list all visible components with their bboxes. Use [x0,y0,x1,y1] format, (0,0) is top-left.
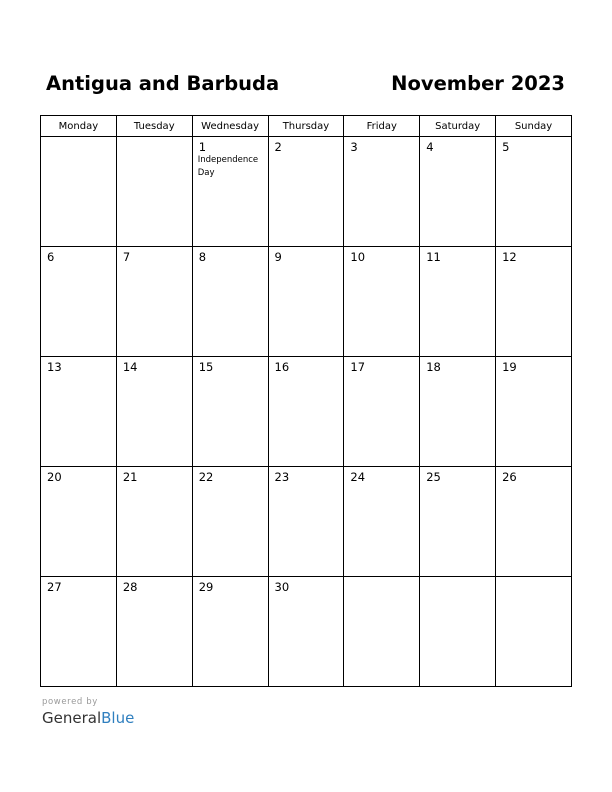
day-number: 14 [122,360,138,374]
day-cell [496,137,572,247]
day-number: 3 [350,140,358,154]
day-number: 26 [502,470,517,484]
day-cell [496,357,572,467]
generalblue-logo[interactable] [42,709,134,727]
day-number: 16 [274,360,290,374]
day-cell [41,467,117,577]
weekday-monday: Monday [41,116,117,137]
day-cell [268,137,344,247]
day-cell [41,247,117,357]
week-row [41,577,572,687]
day-number: 9 [274,250,282,264]
day-cell [344,247,420,357]
calendar-grid [40,115,572,687]
day-number: 11 [426,250,441,264]
week-row [41,357,572,467]
day-number: 13 [47,360,62,374]
brand-blue-text: Blue [101,709,135,727]
day-cell [420,357,496,467]
day-number: 25 [426,470,441,484]
day-number: 18 [426,360,441,374]
day-cell [268,357,344,467]
day-cell [268,577,344,687]
day-cell [192,247,268,357]
week-row [41,137,572,247]
month-year-title: November 2023 [391,72,565,95]
day-cell [496,467,572,577]
day-number: 7 [122,250,131,264]
day-number: 20 [47,470,62,484]
day-number: 30 [274,580,290,594]
day-cell [41,137,117,247]
weekday-tuesday: Tuesday [116,116,192,137]
day-number: 2 [274,140,282,154]
weekday-sunday: Sunday [496,116,572,137]
day-cell [116,577,192,687]
day-number: 28 [122,580,138,594]
day-cell [420,247,496,357]
weekday-header-row [41,116,572,137]
day-cell [344,467,420,577]
weekday-friday: Friday [344,116,420,137]
country-title: Antigua and Barbuda [46,72,280,95]
day-cell [268,247,344,357]
day-cell [116,467,192,577]
day-number: 15 [198,360,214,374]
day-number: 10 [350,250,366,264]
day-number: 1 [198,140,207,154]
weekday-thursday: Thursday [268,116,344,137]
week-row [41,467,572,577]
weekday-saturday: Saturday [420,116,496,137]
day-number: 24 [350,470,366,484]
day-number: 6 [47,250,55,264]
brand-general-text: General [42,709,102,727]
week-row [41,247,572,357]
day-cell [192,577,268,687]
day-cell [496,247,572,357]
day-cell [344,577,420,687]
weekday-wednesday: Wednesday [192,116,268,137]
powered-by-text: powered by [42,697,98,707]
day-cell [420,577,496,687]
day-number: 23 [274,470,290,484]
day-number: 22 [198,470,214,484]
day-number: 4 [426,140,434,154]
day-cell [116,357,192,467]
day-number: 17 [350,360,366,374]
day-cell [268,467,344,577]
holiday-label: Independence Day [197,155,259,178]
day-number: 8 [198,250,207,264]
day-cell [116,137,192,247]
day-cell [192,137,268,247]
day-cell [116,247,192,357]
day-number: 21 [122,470,138,484]
day-cell [420,137,496,247]
day-cell [41,577,117,687]
day-cell [344,137,420,247]
day-number: 12 [502,250,517,264]
day-cell [496,577,572,687]
day-cell [41,357,117,467]
day-cell [192,467,268,577]
day-number: 27 [47,580,62,594]
day-number: 29 [198,580,214,594]
day-cell [192,357,268,467]
day-number: 19 [502,360,517,374]
day-cell [344,357,420,467]
day-number: 5 [502,140,510,154]
day-cell [420,467,496,577]
